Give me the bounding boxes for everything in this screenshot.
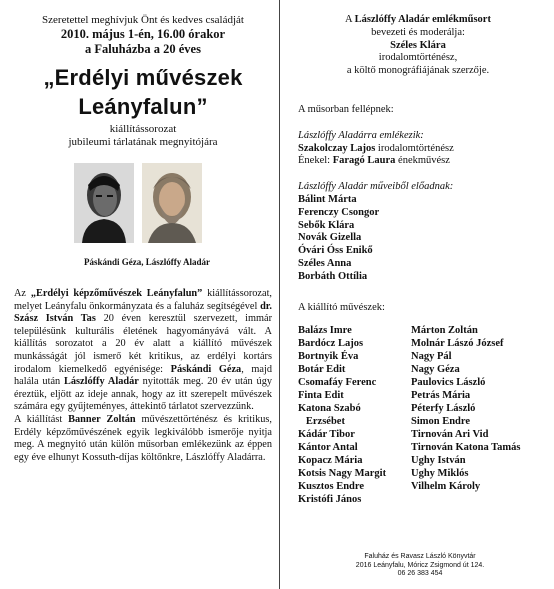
portrait-paskandi — [74, 163, 134, 243]
remember-name: Szakolczay Lajos — [298, 142, 376, 154]
body-text: Az — [14, 288, 31, 299]
body-bold-laszloffy: Lászlóffy Aladár — [64, 376, 139, 388]
list-item: Ferenczy Csongor — [298, 206, 380, 218]
list-item: Borbáth Ottília — [298, 270, 368, 282]
list-item: Ughy Miklós — [411, 468, 469, 480]
list-item: Bálint Márta — [298, 193, 357, 205]
body-bold-exhibition: „Erdélyi képzőművészek Leányfalun” — [30, 288, 203, 299]
singer-line — [298, 155, 538, 168]
list-item: Erzsébet — [298, 416, 345, 428]
performers-heading: A műsorban fellépnek: — [298, 103, 394, 115]
list-item: Tirnován Ari Vid — [411, 429, 489, 441]
remember-line — [298, 143, 538, 156]
list-item: Bortnyik Éva — [298, 351, 359, 363]
body-bold-organizer: dr. Szász István Tas — [14, 300, 272, 325]
list-item: Kotsis Nagy Margit — [298, 468, 387, 480]
list-item: Petrás Mária — [411, 390, 471, 402]
list-item: Finta Edit — [298, 390, 344, 402]
singer-label: Énekel: — [298, 155, 333, 167]
list-item: Novák Gizella — [298, 232, 362, 244]
body-text: kiállítássorozat, melyet Leányfalu önkormányzata és a faluház segítségével — [14, 288, 272, 312]
list-item: Katona Szabó — [298, 403, 361, 415]
footer-line-2: 2016 Leányfalu, Móricz Zsigmond út 124. — [355, 561, 485, 569]
subtitle-2: jubileumi tárlatának megnyitójára — [68, 136, 218, 148]
list-item: Kusztos Endre — [298, 481, 365, 493]
footer-line-3: 06 26 383 454 — [397, 570, 443, 577]
left-column — [14, 14, 272, 464]
list-item: Péterfy László — [411, 403, 476, 415]
artist-column-2 — [411, 324, 551, 493]
list-item: Óvári Óss Enikő — [298, 245, 373, 257]
footer-line-1: Faluház és Ravasz László Könyvtár — [364, 553, 476, 560]
subtitle-1: kiállítássorozat — [109, 123, 177, 135]
portrait-laszloffy — [142, 163, 202, 243]
remember-heading: Lászlóffy Aladárra emlékezik: — [298, 129, 424, 141]
list-item: Kristófi János — [298, 494, 362, 506]
moderator-role: irodalomtörténész, — [378, 52, 458, 64]
moderator-role-2: a költő monográfiájának szerzője. — [346, 65, 490, 77]
list-item: Széles Anna — [298, 257, 352, 269]
list-item: Botár Edit — [298, 364, 346, 376]
performer-list — [298, 194, 538, 284]
list-item: Nagy Géza — [411, 364, 460, 376]
list-item: Csomafáy Ferenc — [298, 377, 377, 389]
list-item: Bardócz Lajos — [298, 338, 364, 350]
singer-role: énekművész — [395, 155, 450, 167]
artist-column-1 — [298, 324, 416, 506]
title-line-1: „Erdélyi művészek — [43, 65, 243, 90]
list-item: Sebők Klára — [298, 219, 355, 231]
body-text: nyitották meg. 20 év után úgy éreztük, eljött az ideje annak, hogy az itt szerepelt művészek számára egy gyűjteményes, áttekintő tárlatot szervezzünk. — [14, 376, 272, 413]
body-text: 20 éven keresztül szervezett, immár településünk kulturális életének hagyományává vált. A kiállítás sorozatot a 20 év alatt a kiállító művészek munkásságát jól ismerő két kritikus, az erdélyi kortárs irodalom kiemelkedő egyénisége: — [14, 313, 272, 375]
remember-role: irodalomtörténész — [375, 142, 454, 154]
moderator-name — [298, 40, 538, 53]
list-item: Kádár Tibor — [298, 429, 355, 441]
list-item: Simon Endre — [411, 416, 471, 428]
photo-caption: Páskándi Géza, Lászlóffy Aladár — [83, 257, 210, 267]
artist-list — [298, 324, 538, 524]
body-bold-banner: Banner Zoltán — [68, 413, 136, 425]
header-text: A — [345, 14, 355, 25]
body-text: művészettörténész és kritikus, Erdély képzőművészének egyik legkiválóbb ismerője nyitja meg. A megnyitó után külön műsorban emlékezünk az éppen egy éve elhunyt Kossuth-díjas költőnkre, Lászlóffy Aladárra. — [14, 413, 272, 463]
moderator-label: bevezeti és moderálja: — [371, 26, 465, 38]
footer-contact — [286, 553, 554, 579]
list-item: Nagy Pál — [411, 351, 452, 363]
artists-heading: A kiállító művészek: — [298, 301, 385, 313]
list-item: Márton Zoltán — [411, 325, 478, 337]
portrait-photos — [14, 163, 272, 257]
column-divider — [279, 0, 280, 589]
list-item: Vilhelm Károly — [411, 481, 481, 493]
header-program-name: Lászlóffy Aladár emlékműsort — [354, 14, 491, 25]
list-item: Kopacz Mária — [298, 455, 363, 467]
body-paragraph-2 — [14, 414, 272, 464]
list-item: Kántor Antal — [298, 442, 358, 454]
list-item: Tirnován Katona Tamás — [411, 442, 521, 454]
list-item: Balázs Imre — [298, 325, 352, 337]
list-item: Paulovics László — [411, 377, 486, 389]
right-column — [298, 14, 538, 524]
body-paragraph-1 — [14, 288, 272, 414]
perform-heading: Lászlóffy Aladár műveiből előadnak: — [298, 181, 454, 193]
list-item: Ughy István — [411, 455, 466, 467]
event-title — [14, 63, 272, 121]
body-bold-paskandi: Páskándi Géza — [170, 363, 242, 375]
list-item: Molnár Lászó József — [411, 338, 504, 350]
moderator-name-text: Széles Klára — [390, 39, 446, 51]
program-header — [298, 14, 538, 27]
date-line: 2010. május 1-én, 16.00 órakor — [60, 27, 226, 41]
title-line-2: Leányfalun” — [78, 94, 208, 119]
singer-name: Faragó Laura — [332, 155, 396, 167]
body-text: , majd halála után — [14, 363, 272, 388]
invite-text: Szeretettel meghívjuk Önt és kedves családját — [42, 14, 244, 26]
body-text: A kiállítást — [14, 413, 69, 425]
venue-line: a Faluházba a 20 éves — [85, 42, 201, 56]
